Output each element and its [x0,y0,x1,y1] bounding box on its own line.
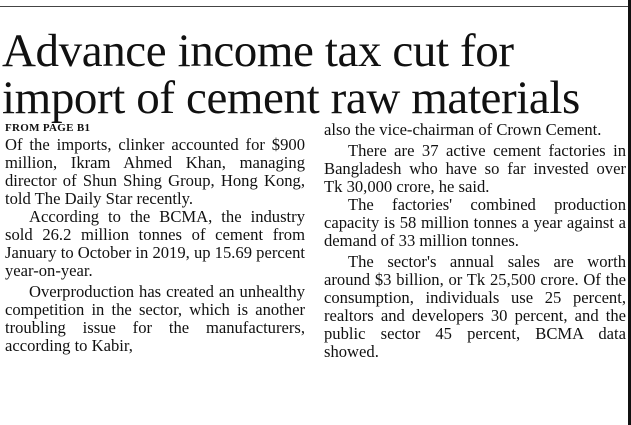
headline [2,25,627,124]
top-rule [0,6,631,7]
paragraph: Overproduction has created an unhealthy competition in the sector, which is another troubling issue for the manufacturers, according to Kabir, [5,282,305,355]
article-column-right [324,121,626,361]
paragraph: also the vice-chairman of Crown Cement. [324,120,602,139]
headline-line-2: import of cement raw materials [2,72,580,124]
article-column-left [5,122,305,355]
paragraph: The sector's annual sales are worth around $3 billion, or Tk 25,500 crore. Of the consumption, individuals use 25 percent, realtors and developers 30 percent, and the public sector 45 percent, BCMA data showed. [324,252,626,361]
paragraph: According to the BCMA, the industry sold 26.2 million tonnes of cement from January to October in 2019, up 15.69 percent year-on-year. [5,207,305,280]
paragraph: Of the imports, clinker accounted for $900 million, Ikram Ahmed Khan, managing director of Shun Shing Group, Hong Kong, told The Daily Star recently. [5,135,305,208]
paragraph: There are 37 active cement factories in Bangladesh who have so far invested over Tk 30,000 crore, he said. [324,141,626,196]
continued-from-label: FROM PAGE B1 [5,122,91,134]
headline-line-1: Advance income tax cut for [2,25,514,77]
paragraph: The factories' combined production capacity is 58 million tonnes a year against a demand of 33 million tonnes. [324,195,626,250]
